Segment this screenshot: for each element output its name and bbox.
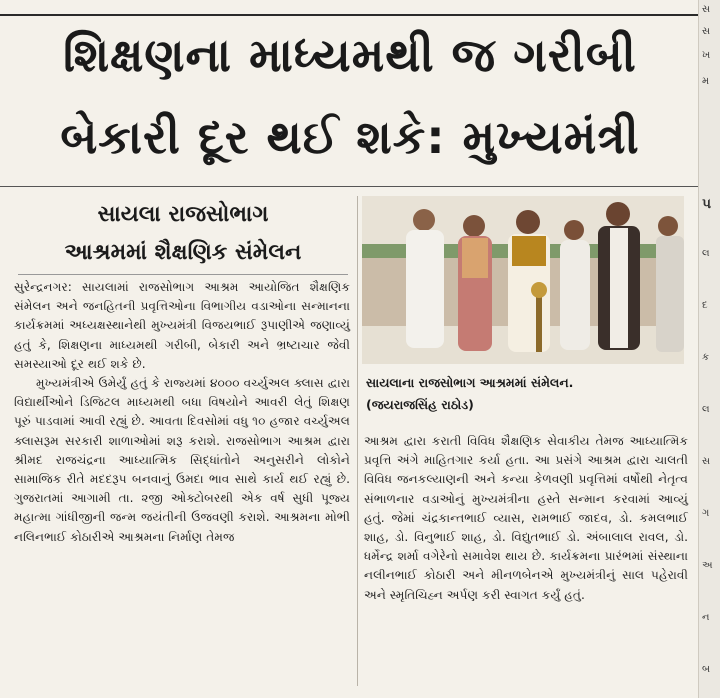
headline-line-1: શિક્ષણના માધ્યમથી જ ગરીબી (63, 28, 637, 82)
headline-divider (0, 186, 698, 187)
subhead-divider (18, 274, 348, 275)
photo-caption-credit: (જયરાજસિંહ રાઠોડ) (366, 397, 474, 412)
article-column-right (364, 432, 688, 605)
article-paragraph-2: મુખ્યમંત્રીએ ઉમેર્યું હતું કે રાજ્યમાં ૪૦૦૦ વર્ચ્યુઅલ ક્લાસ દ્વારા વિદ્યાર્થીઓને ડિજિટલ માધ્યમથી બધા વિષયોને આવરી લેતું શિક્ષણ પૂરું પાડવામાં આવી રહ્યું છે. આવતા દિવસોમાં વધુ ૧૦ હજાર વર્ચ્યુઅલ ક્લાસરૂમ સરકારી શાળાઓમાં શરૂ કરાશે. રાજસોભાગ આશ્રમ દ્વારા શ્રીમદ રાજચંદ્રના આધ્યાત્મિક સિદ્ધાંતોને અનુસરીને લોકોને સામાજિક રીતે મદદરૂપ બનવાનું ઉમદા ભાવ સાથે કાર્ય થઈ રહ્યું છે. ગુજરાતમાં આગામી તા. ૨જી ઓક્ટોબરથી એક વર્ષ સુધી પૂજ્ય મહાત્મા ગાંધીજીની જન્મ જયંતીની ઉજવણી કરાશે. આશ્રમના મોભી નલિનભાઈ કોઠારીએ આશ્રમના નિર્માણ તેમજ (14, 376, 350, 544)
subheadline-line-2: આશ્રમમાં શૈક્ષણિક સંમેલન (64, 240, 302, 265)
column-divider (357, 196, 358, 686)
subheadline-line-1: સાયલા રાજસોભાગ (97, 202, 269, 227)
event-photo-illustration (362, 196, 684, 364)
photo-caption (366, 372, 688, 416)
headline-line-2: બેકારી દૂર થઈ શકે: મુખ્યમંત્રી (60, 110, 640, 164)
adjacent-column-edge: સ સ ખ મ પ લ દ ક લ સ ગ અ ન બ (698, 0, 720, 698)
photo-caption-line-1: સાયલાના રાજસોભાગ આશ્રમમાં સંમેલન. (366, 375, 574, 390)
article-column-left (14, 278, 350, 547)
article-paragraph-3: આશ્રમ દ્વારા કરાતી વિવિધ શૈક્ષણિક સેવાકીય તેમજ આધ્યાત્મિક પ્રવૃત્તિ અંગે માહિતગાર કર્યા હતા. આ પ્રસંગે આશ્રમ દ્વારા ચાલતી વિવિધ જનકલ્યાણની અને કન્યા કેળવણી પ્રવૃત્તિમાં વર્ષોથી નેતૃત્વ સંભાળનાર વડાઓનું મુખ્યમંત્રીના હસ્તે સન્માન કરવામાં આવ્યું હતું. જેમાં ચંદ્રકાન્તભાઈ વ્યાસ, રામભાઈ જાદવ, ડો. કમલભાઈ શાહ, ડો. વિનુભાઈ શાહ, ડો. વિદ્યુતભાઈ ડો. અંબાલાલ રાવલ, ડો. ધર્મેન્દ્ર શર્મા વગેરેનો સમાવેશ થાય છે. કાર્યક્રમના પ્રારંભમાં સંસ્થાના નલીનભાઈ કોઠારી અને મીનળબેનએ મુખ્યમંત્રીનું સાલ પહેરાવી અને સ્મૃતિચિહ્ન અર્પણ કરી સ્વાગત કર્યું હતું. (364, 434, 688, 602)
event-photo (362, 196, 684, 364)
article-paragraph-1: સુરેન્દ્રનગર: સાયલામાં રાજસોભાગ આશ્રમ આયોજિત શૈક્ષણિક સંમેલન અને જનહિતની પ્રવૃત્તિઓના વિભાગીય વડાઓના સન્માનના કાર્યક્રમમાં અધ્યક્ષસ્થાનેથી મુખ્યમંત્રી વિજયભાઈ રૂપાણીએ જણાવ્યું હતું કે, શિક્ષણના માધ્યમથી ગરીબી, બેકારી અને ભ્રષ્ટાચાર જેવી સમસ્યાઓ દૂર થઈ શકે છે. (14, 280, 350, 371)
top-rule (0, 14, 698, 16)
